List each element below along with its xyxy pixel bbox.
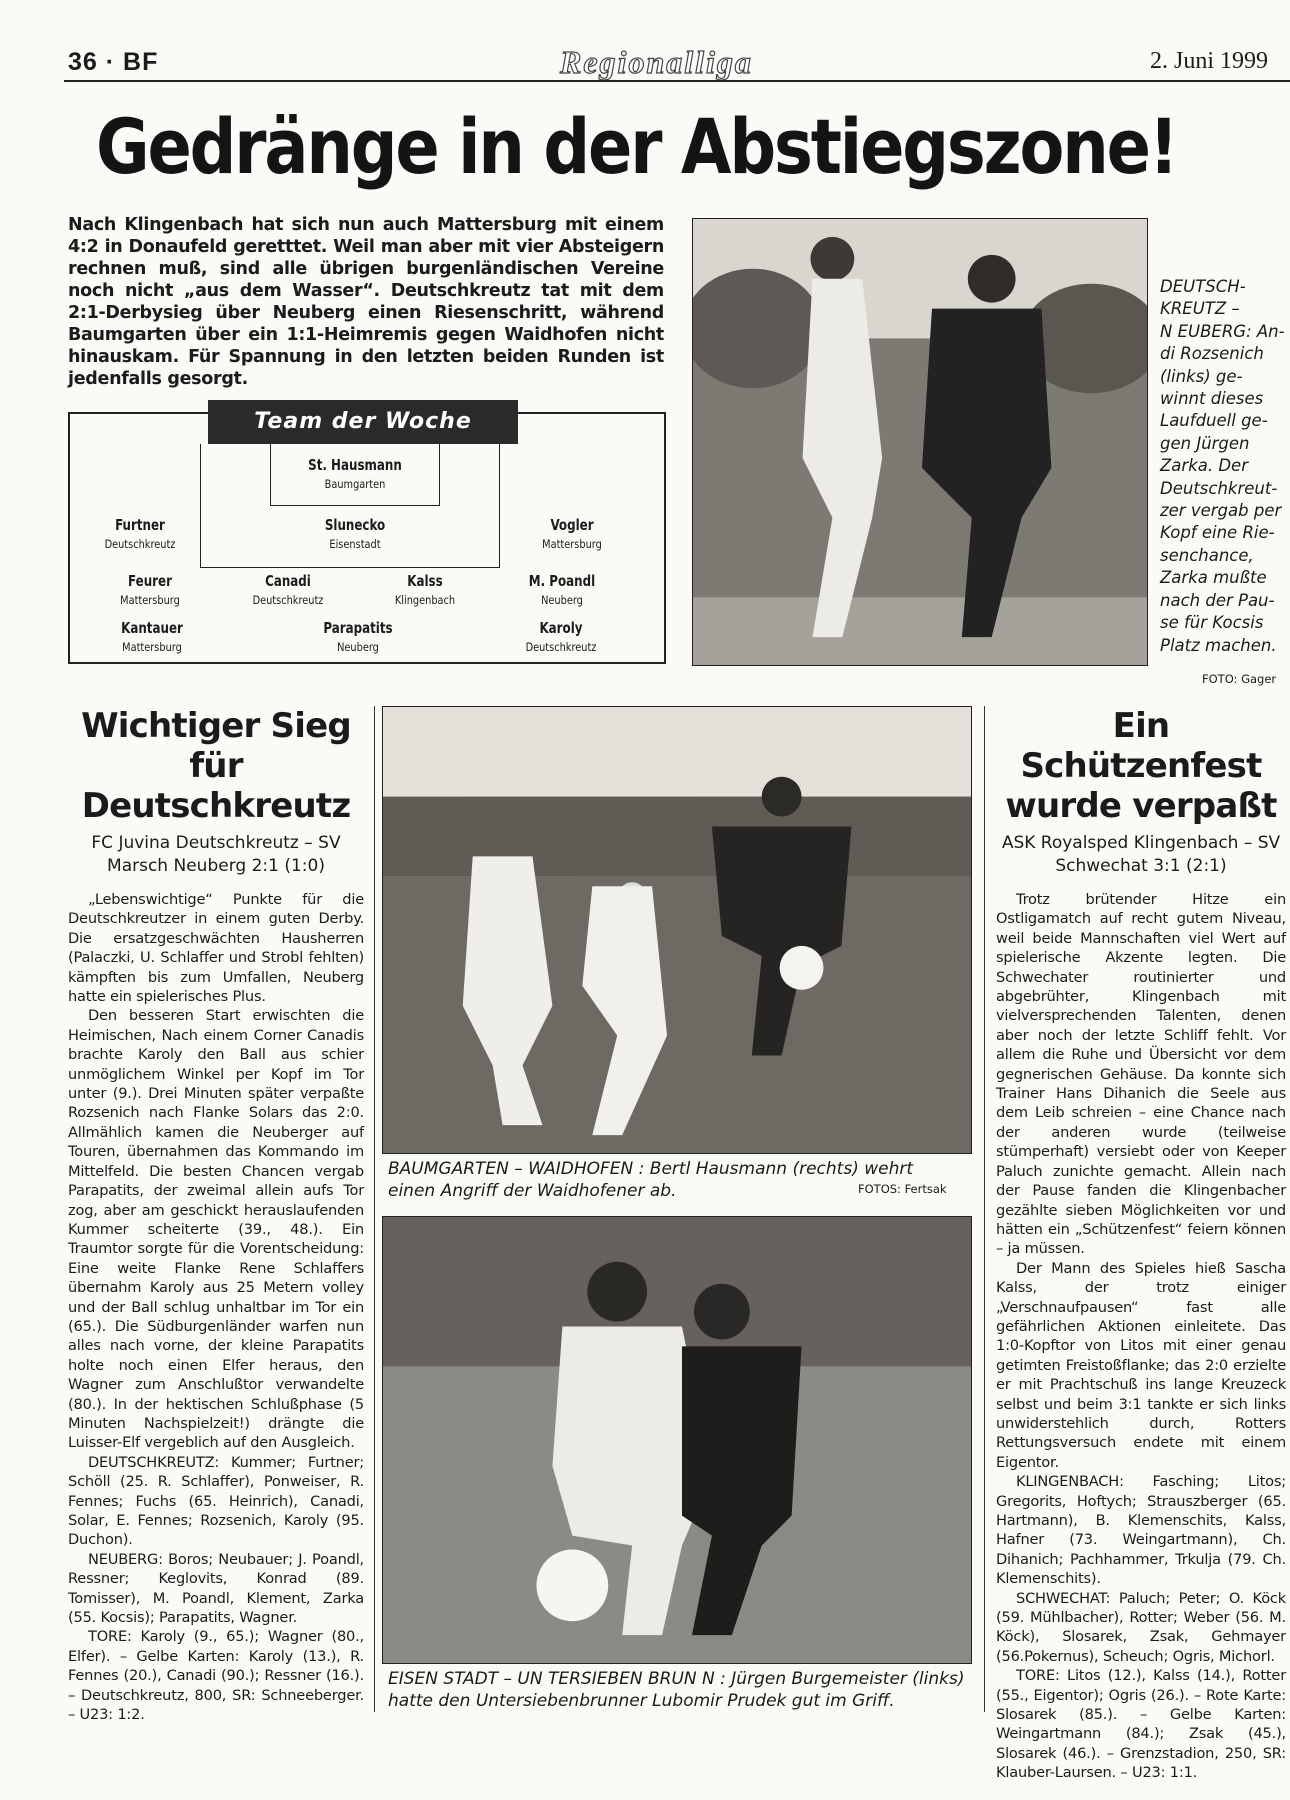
caption-line: Kopf eine Rie- [1160,523,1275,543]
caption-line: Platz machen. [1160,635,1277,655]
page-number: 36 · BF [68,48,159,76]
photo-content [383,707,971,1153]
player-defender [285,516,425,551]
player-midfielder [80,572,220,607]
lead-paragraph: Nach Klingenbach hat sich nun auch Mattersburg mit einem 4:2 in Donaufeld geretttet. Weil man aber mit vier Absteigern rechnen muß, sind alle übrigen burgenländischen Vereine noch nicht „aus dem Wasser“. Deutschkreutz tat mit dem 2:1-Derbysieg über Neuberg einen Riesenschritt, während Baumgarten über ein 1:1-Heimremis gegen Waidhofen nicht hinauskam. Für Spannung in den letzten beiden Runden ist jedenfalls gesorgt. [68,215,664,389]
player-club: Klingenbach [394,593,456,607]
player-club: Deutschkreutz [252,593,324,607]
caption-line: Zarka. Der [1160,456,1248,476]
article-subtitle: ASK Royalsped Klingenbach – SV Schwechat 3:1 (2:1) [1001,833,1281,876]
main-headline: Gedränge in der Abstiegszone! [96,102,1177,191]
player-club: Neuberg [337,640,379,654]
caption-line: gen Jürgen [1160,433,1250,453]
stats-paragraph: TORE: Karoly (9., 65.); Wagner (80., Elfer). – Gelbe Karten: Karoly (13.), R. Fennes (20.), Canadi (90.); Ressner (16.). – Deutschkreutz, 800, SR: Schneeberger. – U23: 1:2. [68,1628,364,1724]
caption-line: KREUTZ – [1160,299,1240,319]
player-name: St. Hausmann [308,456,402,474]
article-deutschkreutz [68,706,364,1724]
photo-deutschkreutz-neuberg [692,218,1148,666]
photo-content [383,1217,971,1663]
player-forward [491,619,631,654]
photo-baumgarten-waidhofen [382,706,972,1154]
photo-content [693,219,1147,665]
header-rule [64,80,1290,82]
photo-top-caption [1160,276,1286,657]
player-club: Mattersburg [542,537,602,551]
photo-middle-credit: FOTOS: Fertsak [858,1182,947,1196]
caption-line: N EUBERG: An- [1160,321,1285,341]
player-forward [288,619,428,654]
issue-date: 2. Juni 1999 [1150,48,1269,74]
lineup-paragraph: NEUBERG: Boros; Neubauer; J. Poandl, Ressner; Keglovits, Konrad (89. Tomisser), M. Poandl, Klement, Zarka (55. Kocsis); Parapatits, Wagner. [68,1550,364,1627]
section-title: Regionalliga [560,44,753,80]
player-name: Karoly [539,619,583,637]
caption-line: se für Kocsis [1160,613,1264,633]
paragraph: Trotz brütender Hitze ein Ostligamatch auf recht gutem Niveau, weil beide Mannschaften viel Wert auf spielerische Akzente legten. Die Schwechater routinierter und abgebrühter, Klingenbach mit vielversprechenden Talenten, denen aber noch der letzte Schliff fehlt. Vor allem die Ruhe und Übersicht vor dem gegnerischen Gehäuse. Da konnte sich Trainer Hans Dihanich die Seele aus dem Leib schreien – eine Chance nach der anderen wurde (teilweise stümperhaft) versiebt oder von Keeper Paluch zunichte gemacht. Allein nach der Pause fanden die Klingenbacher gezählte sieben Möglichkeiten vor und hätten ein „Schützenfest“ feiern können – ja müssen. [996,891,1286,1258]
stats-paragraph: TORE: Litos (12.), Kalss (14.), Rotter (55., Eigentor); Ogris (26.). – Rote Karte: Slosarek (85.). – Gelbe Karten: Weingartmann (84.); Zsak (45.), Slosarek (46.). – Grenzstadion, 250, SR: Klauber-Laursen. – U23: 1:1. [996,1667,1286,1782]
photo-bottom-caption: EISEN STADT – UN TERSIEBEN BRUN N : Jürgen Burgemeister (links) hatte den Untersiebenbrunner Lubomir Prudek gut im Griff. [388,1669,965,1711]
column-rule [984,706,985,1712]
article-title: Ein Schützenfest wurde verpaßt [1005,706,1277,826]
player-name: Vogler [550,516,594,534]
photo-eisenstadt-untersiebenbrunn [382,1216,972,1664]
article-subtitle: FC Juvina Deutschkreutz – SV Marsch Neuberg 2:1 (1:0) [91,833,341,876]
player-name: Parapatits [323,619,393,637]
caption-line: DEUTSCH- [1160,277,1246,296]
player-name: Kantauer [121,619,183,637]
player-midfielder [492,572,632,607]
caption-line: senchance, [1160,545,1254,565]
player-name: Feurer [128,572,172,590]
player-name: Kalss [407,572,443,590]
player-club: Neuberg [541,593,583,607]
caption-line: Zarka mußte [1160,568,1267,588]
paragraph: Der Mann des Spieles hieß Sascha Kalss, der trotz einiger „Verschnaufpausen“ fast alle gefährlichen Aktionen einleitete. Das 1:0-Kopftor von Litos mit einer genau getimten Freistoßflanke; das 2:0 erzielte er mit Prachtschuß ins lange Kreuzeck selbst und beim 3:1 tankte er sich links unwiderstehlich durch, Rotters Rettungsversuch endete mit einem Eigentor. [996,1259,1286,1471]
caption-line: winnt dieses [1160,389,1264,409]
column-rule [374,706,375,1712]
player-defender [502,516,642,551]
team-of-the-week-title: Team der Woche [208,400,518,444]
lineup-paragraph: SCHWECHAT: Paluch; Peter; O. Köck (59. Mühlbacher), Rotter; Weber (56. M. Köck), Slosarek, Zsak, Gehmayer (56.Pokernus), Scheuch; Ogris, Michorl. [996,1589,1286,1665]
player-club: Mattersburg [122,640,182,654]
player-name: Furtner [115,516,165,534]
caption-line: Laufduell ge- [1160,411,1268,431]
article-body [68,890,364,1724]
lineup-paragraph: DEUTSCHKREUTZ: Kummer; Furtner; Schöll (25. R. Schlaffer), Ponweiser, R. Fennes; Fuchs (65. Heinrich), Canadi, Solar, E. Fennes; Rozsenich, Karoly (95. Duchon). [68,1453,364,1549]
player-club: Baumgarten [324,477,386,491]
player-name: Canadi [265,572,311,590]
player-club: Eisenstadt [329,537,381,551]
caption-line: Deutschkreut- [1160,478,1278,498]
player-name: Slunecko [324,516,386,534]
paragraph: Den besseren Start erwischten die Heimischen, Nach einem Corner Canadis brachte Karoly den Ball aus schier unmöglichem Winkel per Kopf im Tor unter (9.). Drei Minuten später verpaßte Rozsenich nach Flanke Solars das 2:0. Allmählich kamen die Neuberger auf Touren, übernahmen das Kommando im Mittelfeld. Die besten Chancen vergab Parapatits, der zweimal allein aufs Tor zog, aber am geschickt herauslaufenden Kummer scheiterte (39., 48.). Ein Traumtor sorgte für die Vorentscheidung: Eine weite Flanke Rene Schlaffers übernahm Karoly aus 25 Metern volley und der Ball schlug unhaltbar im Tor ein (65.). Die Südburgenländer warfen nun alles nach vorne, der kleine Parapatits holte noch einen Elfer heraus, den Wagner zum Anschlußtor verwandelte (80.). In der hektischen Schlußphase (5 Minuten Nachspielzeit!) drängte die Luisser-Elf vergeblich auf den Ausgleich. [68,1007,364,1452]
caption-line: zer vergab per [1160,501,1282,521]
player-defender [70,516,210,551]
player-midfielder [218,572,358,607]
player-goalkeeper [285,456,425,491]
photo-top-credit: FOTO: Gager [1202,672,1277,686]
caption-line: nach der Pau- [1160,590,1275,610]
player-club: Deutschkreutz [525,640,597,654]
article-body [996,890,1286,1783]
player-name: M. Poandl [528,572,596,590]
paragraph: „Lebenswichtige“ Punkte für die Deutschkreutzer in einem guten Derby. Die ersatzgeschwächten Hausherren (Palaczki, U. Schlaffer und Strobl fehlten) kämpften bis zum Umfallen, Neuberg hatte ein spielerisches Plus. [68,891,364,1006]
caption-line: di Rozsenich [1160,344,1264,364]
player-forward [82,619,222,654]
photo-middle-caption: BAUMGARTEN – WAIDHOFEN : Bertl Hausmann (rechts) wehrt einen Angriff der Waidhofener ab. [388,1159,914,1201]
article-klingenbach [996,706,1286,1783]
article-title: Wichtiger Sieg für Deutschkreutz [81,706,351,826]
player-club: Deutschkreutz [104,537,176,551]
lineup-paragraph: KLINGENBACH: Fasching; Litos; Gregorits, Hoftych; Strauszberger (65. Hartmann), B. Klemenschits, Kalss, Hafner (73. Weingartmann), Ch. Dihanich; Pachhammer, Trkulja (79. Ch. Klemenschits). [996,1473,1286,1588]
player-midfielder [355,572,495,607]
player-club: Mattersburg [120,593,180,607]
caption-line: (links) ge- [1160,366,1243,386]
